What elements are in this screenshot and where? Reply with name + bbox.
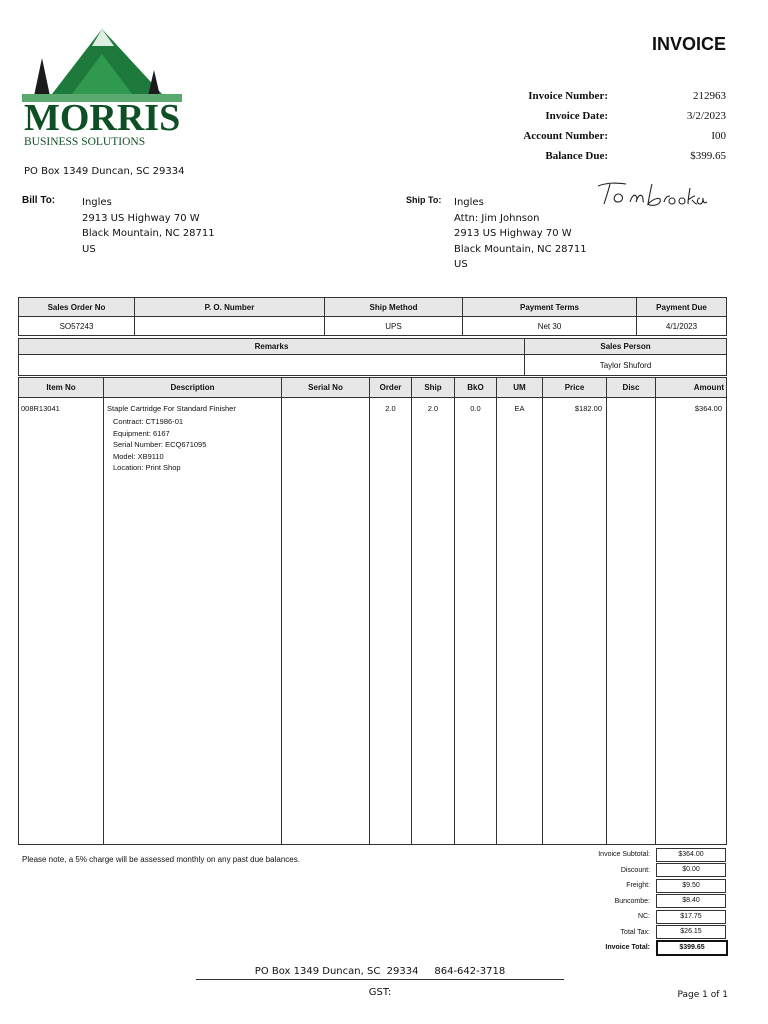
buncombe-value: $8.40 [656,894,726,908]
subtotal-value: $364.00 [656,848,726,862]
col-ship: Ship [412,378,455,398]
item-serial-no [282,398,370,845]
past-due-note: Please note, a 5% charge will be assessed monthly on any past due balances. [22,855,300,864]
buncombe-label: Buncombe: [614,897,650,905]
item-no: 008R13041 [19,398,104,845]
header-payment-terms: Payment Terms [463,298,637,317]
col-um: UM [497,378,543,398]
company-address: PO Box 1349 Duncan, SC 29334 [24,166,185,177]
sales-person-header: Sales Person [525,339,727,355]
header-po-number: P. O. Number [135,298,325,317]
logo-tagline: BUSINESS SOLUTIONS [24,136,146,148]
invoice-date-value: 3/2/2023 [686,110,726,122]
item-description: Staple Cartridge For Standard Finisher [107,404,236,413]
item-um: EA [497,398,543,845]
discount-value: $0.00 [656,863,726,877]
header-ship-method: Ship Method [325,298,463,317]
page-number: Page 1 of 1 [677,990,728,1000]
col-serial-no: Serial No [282,378,370,398]
item-description-cell [104,398,282,845]
item-disc [607,398,656,845]
header-sales-order-no: Sales Order No [19,298,135,317]
po-number [135,317,325,336]
ship-to-line: Attn: Jim Johnson [454,212,540,224]
col-amount: Amount [656,378,727,398]
subtotal-row [530,847,728,863]
nc-tax-label: NC: [637,913,650,921]
table-row [19,398,727,845]
col-price: Price [543,378,607,398]
remarks-table [18,338,727,376]
bill-to-line: US [82,243,96,255]
nc-tax-value: $17.75 [656,910,726,924]
nc-tax-row [530,909,728,925]
ship-to-line: Ingles [454,197,484,208]
discount-row [530,863,728,879]
payment-due: 4/1/2023 [637,317,727,336]
col-order: Order [370,378,412,398]
invoice-date-label: Invoice Date: [545,110,608,122]
invoice-total-label: Invoice Total: [605,944,650,952]
invoice-total-value: $399.65 [656,940,728,956]
remarks-value [19,355,525,376]
total-tax-label: Total Tax: [620,928,650,936]
account-number-value: I00 [711,130,726,142]
bill-to-line: Ingles [82,197,112,208]
invoice-number-row [470,86,726,106]
item-price: $182.00 [543,398,607,845]
bill-to-label: Bill To: [22,195,56,206]
sales-order-no: SO57243 [19,317,135,336]
bill-to-address [82,195,215,257]
col-item-no: Item No [19,378,104,398]
item-detail-line: Contract: CT1986-01 [113,417,184,426]
total-tax-value: $26.15 [656,925,726,939]
item-detail-line: Location: Print Shop [113,463,181,472]
ship-to-line: Black Mountain, NC 28711 [454,243,587,255]
freight-label: Freight: [626,882,650,890]
line-items-table [18,377,727,845]
item-details [107,416,281,474]
freight-value: $9.50 [656,879,726,893]
ship-to-label: Ship To: [406,195,442,205]
header-payment-due: Payment Due [637,298,727,317]
logo-wordmark: MORRIS [24,97,181,139]
footer-address: PO Box 1349 Duncan, SC 29334 864-642-3718 [196,966,564,980]
balance-due-row [470,146,726,166]
balance-due-value: $399.65 [690,150,726,162]
ship-method: UPS [325,317,463,336]
discount-label: Discount: [620,866,650,874]
item-detail-line: Model: XB9110 [113,451,164,461]
totals-block [530,847,728,956]
account-number-label: Account Number: [523,130,608,142]
item-order-qty: 2.0 [370,398,412,845]
remarks-header: Remarks [19,339,525,355]
footer-gst: GST: [368,987,392,998]
total-tax-row [530,925,728,941]
payment-terms: Net 30 [463,317,637,336]
bill-to-line: 2913 US Highway 70 W [82,212,200,224]
col-disc: Disc [607,378,656,398]
invoice-number-label: Invoice Number: [528,90,608,102]
bill-to-line: Black Mountain, NC 28711 [82,228,215,239]
col-bko: BkO [455,378,497,398]
item-ship-qty: 2.0 [412,398,455,845]
invoice-date-row [470,106,726,126]
invoice-title: INVOICE [651,34,726,54]
invoice-meta [470,86,726,166]
item-bko-qty: 0.0 [455,398,497,845]
order-info-table [18,297,727,336]
invoice-number-value: 212963 [693,90,726,102]
invoice-total-row [530,940,728,956]
subtotal-label: Invoice Subtotal: [598,851,650,859]
freight-row [530,878,728,894]
buncombe-row [530,894,728,910]
balance-due-label: Balance Due: [545,150,608,162]
account-number-row [470,126,726,146]
item-detail-line: Equipment: 6167 [113,428,170,438]
col-description: Description [104,378,282,398]
item-detail-line: Serial Number: ECQ671095 [113,440,207,449]
item-amount: $364.00 [656,398,727,845]
ship-to-line: US [454,259,468,270]
signature [596,178,708,208]
company-logo [22,24,182,154]
ship-to-line: 2913 US Highway 70 W [454,228,572,239]
ship-to-address [454,195,587,273]
sales-person-value: Taylor Shuford [525,355,727,376]
